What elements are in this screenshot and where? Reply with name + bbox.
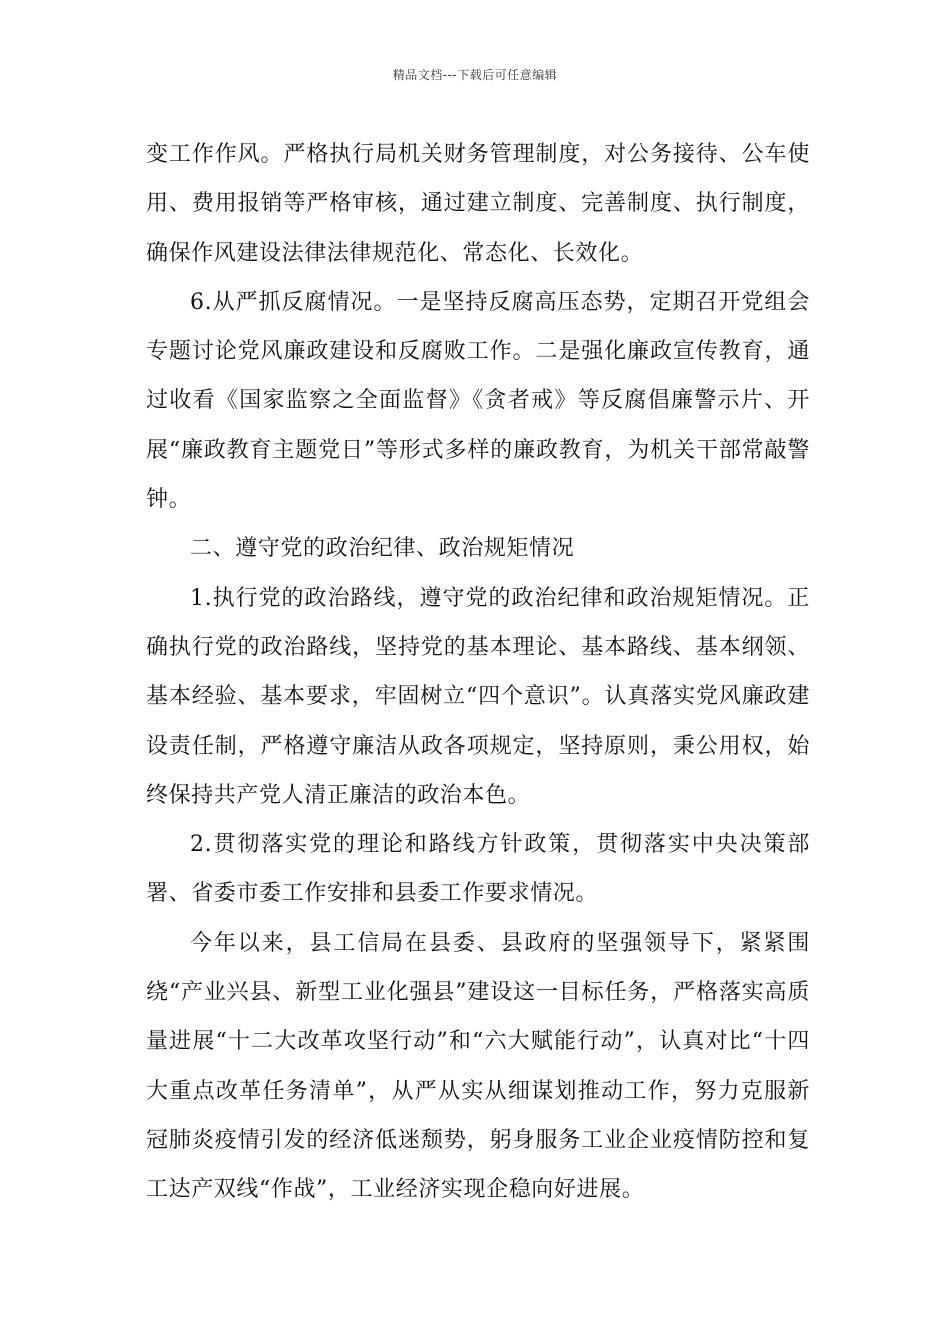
section-heading-political-discipline: 二、遵守党的政治纪律、政治规矩情况 xyxy=(190,536,575,562)
paragraph-anti-corruption: 6.从严抓反腐情况。一是坚持反腐高压态势，定期召开党组会专题讨论党风廉政建设和反腐败工作。二是强化廉政宣传教育，通过收看《国家监察之全面监督》《贪者戒》等反腐倡廉警示片、开展“廉政教育主题党日”等形式多样的廉政教育，为机关干部常敲警钟。 xyxy=(146,289,810,513)
paragraph-political-line: 1.执行党的政治路线，遵守党的政治纪律和政治规矩情况。正确执行党的政治路线，坚持党的基本理论、基本路线、基本纲领、基本经验、基本要求，牢固树立“四个意识”。认真落实党风廉政建设责任制，严格遵守廉洁从政各项规定，坚持原则，秉公用权，始终保持共产党人清正廉洁的政治本色。 xyxy=(146,585,810,808)
document-body xyxy=(146,130,810,1215)
page-header: 精品文档---下载后可任意编辑 xyxy=(392,68,558,82)
paragraph-work-style-continued: 变工作作风。严格执行局机关财务管理制度，对公务接待、公车使用、费用报销等严格审核，通过建立制度、完善制度、执行制度，确保作风建设法律法律规范化、常态化、长效化。 xyxy=(146,142,810,266)
paragraph-policy-implementation: 2.贯彻落实党的理论和路线方针政策，贯彻落实中央决策部署、省委市委工作安排和县委工作要求情况。 xyxy=(146,832,810,907)
paragraph-this-year-summary: 今年以来，县工信局在县委、县政府的坚强领导下，紧紧围绕“产业兴县、新型工业化强县”建设这一目标任务，严格落实高质量进展“十二大改革攻坚行动”和“六大赋能行动”，认真对比“十四大重点改革任务清单”，从严从实从细谋划推动工作，努力克服新冠肺炎疫情引发的经济低迷颓势，躬身服务工业企业疫情防控和复工达产双线“作战”，工业经济实现企稳向好进展。 xyxy=(146,930,810,1203)
